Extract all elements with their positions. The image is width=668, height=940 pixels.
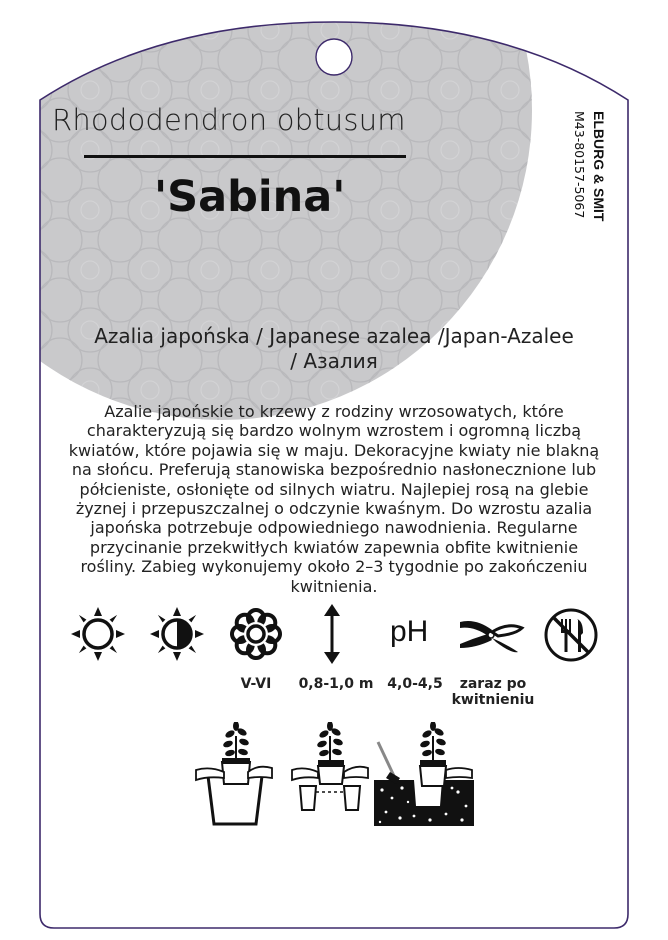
pruning-time-line: zaraz po [459,676,527,692]
pruning-shears-icon [458,614,526,656]
description-line: Azalie japońskie to krzewy z rodziny wrzosowatych, które [104,402,564,421]
hanging-hole [316,39,352,75]
soil-ph: 4,0-4,5 [387,676,443,692]
description-line: przycinanie przekwitłych kwiatów zapewnia obfite kwitnienie [89,537,579,557]
flowering-period: V-VI [240,676,272,692]
ph-icon: pH [390,615,429,648]
latin-name: Rhododendron obtusum [52,103,406,137]
plant-height: 0,8-1,0 m [298,676,374,692]
flower-icon [228,606,284,662]
description-line: charakteryzują się bardzo wolnym wzrostem i ogromną liczbą [86,421,582,441]
common-names-line: / Азалия [290,349,378,373]
description-line: na słońcu. Preferują stanowiska bezpośrednio nasłonecznione lub [71,460,597,480]
plant-in-ground-icon [374,722,474,826]
half-shade-icon [149,606,205,662]
description-line: żyznej i przepuszczalnej o odczynie kwaśnym. Do wzrostu azalia [75,499,593,519]
brand-name: ELBURG & SMIT [591,111,607,222]
water-plant-icon [290,722,370,814]
height-arrow-icon [318,604,346,664]
sun-icon [70,606,126,662]
description [60,402,608,596]
description-line: japońska potrzebuje odpowiedniego nawodnienia. Regularne [90,518,578,538]
not-edible-icon [543,607,599,663]
product-code: M43-80157-5067 [572,111,587,219]
description-line: półcieniste, osłonięte od silnych wiatru. Najlepiej rosą na glebie [79,479,589,499]
common-names-line: Azalia japońska / Japanese azalea /Japan-Azalee [94,324,574,348]
remove-pot-icon [192,722,276,826]
cultivar-name: 'Sabina' [154,172,346,222]
brand-block [558,105,618,245]
description-line: rośliny. Zabieg wykonujemy około 2–3 tygodnie po zakończeniu [80,557,588,577]
description-line: kwiatów, które pojawia się w maju. Dekoracyjne kwiaty nie blakną [68,440,600,460]
title-divider [84,155,406,158]
pruning-time [446,676,540,708]
description-line: kwitnienia. [290,576,378,596]
pruning-time-line: kwitnieniu [451,692,535,708]
common-names [60,324,608,374]
